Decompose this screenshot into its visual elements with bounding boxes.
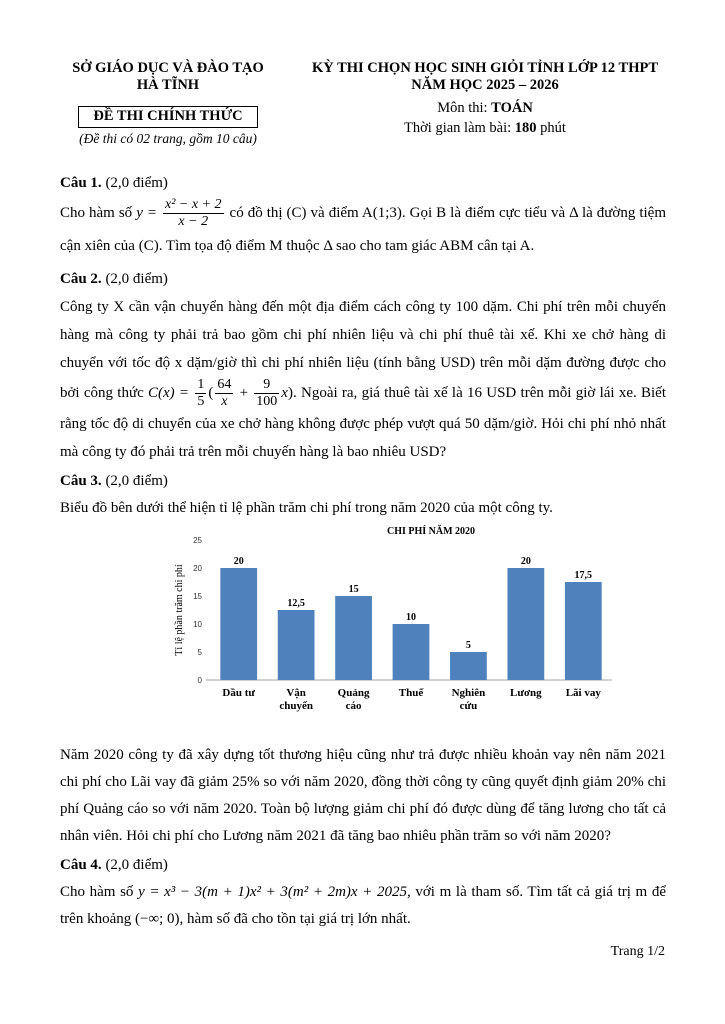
org-line-1: SỞ GIÁO DỤC VÀ ĐÀO TẠO — [72, 60, 264, 76]
q2-text-1: Công ty X cần vận chuyển hàng đến một địa điểm cách công ty 100 dặm. Chi phí trên mỗi chuyến hàng mà công ty phải trả bao gồm chi phí nhiên liệu và chi phí thuê tài xế. Khi xe chở hàng di chuyển với tốc độ x dặm/giờ thì chi phí nhiên liệu (tính bằng USD) trên mỗi dặm đường được cho bởi công thức — [60, 299, 666, 401]
subject-label: Môn thi: — [437, 100, 492, 116]
q2-title — [60, 266, 666, 293]
data-label-0: 20 — [233, 556, 244, 568]
subject-line — [290, 98, 680, 118]
y-tick-label: 10 — [193, 620, 202, 630]
q2-f2-num: 64 — [217, 377, 232, 393]
bar-6 — [565, 582, 602, 680]
q2-plus: + — [235, 385, 253, 401]
q3-label: Câu 3. — [60, 473, 102, 490]
y-tick-label: 25 — [193, 536, 202, 546]
q2-label: Câu 2. — [60, 271, 102, 288]
q1-fn-left: y = — [136, 205, 161, 221]
time-line — [290, 118, 680, 138]
category-label-5: Lương — [510, 687, 542, 700]
data-label-1: 12,5 — [287, 598, 305, 610]
q1-points: (2,0 điểm) — [101, 175, 168, 191]
expense-chart-svg — [60, 522, 666, 742]
category-label-2: Quảng — [337, 687, 370, 700]
chart-title: CHI PHÍ NĂM 2020 — [386, 526, 476, 538]
category-label-1: chuyển — [279, 700, 313, 713]
category-label-2: cáo — [345, 700, 362, 713]
category-label-0: Dầu tư — [222, 687, 256, 700]
q2-f3-den: 100 — [256, 394, 278, 410]
expense-chart — [60, 522, 666, 742]
time-label: Thời gian làm bài: — [404, 120, 515, 136]
category-label-4: Nghiên — [451, 687, 486, 700]
q2-frac-3 — [254, 377, 279, 410]
q1-fn-num: x² − x + 2 — [165, 197, 222, 213]
bar-2 — [335, 596, 372, 680]
q1-text-2: có đồ thị (C) và điểm A(1;3). Gọi B là điểm cực tiểu và Δ là đường tiệm cận xiên của (C). Tìm tọa độ điểm M thuộc Δ sao cho tam giác ABM cân tại A. — [60, 205, 667, 255]
category-label-4: cứu — [459, 700, 478, 713]
y-tick-label: 0 — [197, 676, 202, 686]
q4-title — [60, 852, 666, 879]
q2-formula-tail: x — [281, 385, 288, 401]
y-tick-label: 20 — [193, 564, 202, 574]
q3-title — [60, 468, 666, 495]
bar-3 — [393, 624, 430, 680]
category-label-1: Vận — [286, 687, 306, 700]
data-label-3: 10 — [406, 612, 416, 624]
org-line-2: HÀ TĨNH — [136, 77, 200, 93]
exam-content — [60, 170, 666, 933]
q1-fn-den: x − 2 — [178, 214, 209, 230]
q2-frac-2 — [215, 377, 233, 410]
y-tick-label: 15 — [193, 592, 202, 602]
data-label-2: 15 — [348, 584, 359, 596]
bar-5 — [507, 568, 544, 680]
category-label-6: Lãi vay — [565, 687, 601, 700]
data-label-4: 5 — [465, 640, 471, 652]
q4-points: (2,0 điểm) — [101, 857, 168, 874]
category-label-3: Thuế — [398, 687, 424, 700]
bar-1 — [278, 610, 315, 680]
q4-function: y = x³ − 3(m + 1)x² + 3(m² + 2m)x + 2025 — [138, 884, 407, 901]
q3-body: Năm 2020 công ty đã xây dựng tốt thương hiệu cũng như trả được nhiều khoản vay nên năm 2021 chi phí cho Lãi vay đã giảm 25% so với năm 2020, đồng thời công ty cũng quyết định giảm 20% chi phí Quảng cáo so với năm 2020. Toàn bộ lượng giảm chi phí đó được dùng để tăng lương cho tất cả nhân viên. Hỏi chi phí cho Lương năm 2021 đã tăng bao nhiêu phần trăm so với năm 2020? — [60, 747, 666, 845]
exam-note: (Đề thi có 02 trang, gồm 10 câu) — [79, 131, 257, 146]
header-exam-info — [290, 60, 680, 138]
q2-frac-1 — [195, 377, 206, 410]
q2-f1-num: 1 — [197, 377, 205, 393]
q2-formula-left: C(x) = — [148, 385, 194, 401]
data-label-5: 20 — [520, 556, 531, 568]
subject-value: TOÁN — [491, 100, 533, 116]
header-organization — [58, 60, 278, 147]
q2-f2-den: x — [221, 394, 228, 410]
q2-f3-num: 9 — [254, 377, 279, 394]
q4-text-1: Cho hàm số — [60, 884, 139, 901]
q1-label: Câu 1. — [60, 175, 102, 191]
time-value: 180 — [514, 120, 537, 136]
q1-title — [60, 170, 666, 197]
page-number: Trang 1/2 — [610, 944, 665, 959]
q2-points: (2,0 điểm) — [101, 271, 168, 288]
official-exam-badge: ĐỀ THI CHÍNH THỨC — [78, 106, 257, 128]
q2-text: Công ty X cần vận chuyển hàng đến một địa điểm cách công ty 100 dặm. Chi phí trên mỗi chuyến hàng mà công ty phải trả bao gồm chi phí nhiên liệu và chi phí thuê tài xế. Khi xe chở hàng di chuyển với tốc độ x dặm/giờ thì chi phí nhiên liệu (tính bằng USD) trên mỗi dặm đường được cho bởi công thức C(x) = $\frac{1}{5}$ ( $\frac{64}{x}$ + $\frac{9}{100}$ x). Ngoài ra, giá thuê tài xế là 16 USD trên mỗi giờ lái xe. Biết rằng tốc độ di chuyển của xe chở hàng không được phép vượt quá 50 dặm/giờ. Hỏi chi phí nhỏ nhất mà công ty đó phải trả trên mỗi chuyến hàng là bao nhiêu USD? — [60, 299, 666, 461]
q4-text — [60, 879, 666, 933]
bar-4 — [450, 652, 487, 680]
q3-points: (2,0 điểm) — [101, 473, 168, 490]
q2-text-2: . Ngoài ra, giá thuê tài xế là 16 USD trên mỗi giờ lái xe. Biết rằng tốc độ di chuyển của xe chở hàng không được phép vượt quá 50 dặm/giờ. Hỏi chi phí nhỏ nhất mà công ty đó phải trả trên mỗi chuyến hàng là bao nhiêu USD? — [60, 385, 666, 461]
y-tick-label: 5 — [197, 648, 202, 658]
exam-title-line-2: NĂM HỌC 2025 – 2026 — [411, 77, 559, 93]
q3-intro: Biểu đồ bên dưới thể hiện tỉ lệ phần trăm chi phí trong năm 2020 của một công ty. — [60, 500, 553, 517]
q2-f1-den: 5 — [197, 394, 205, 410]
bar-0 — [220, 568, 257, 680]
q1-text-1: Cho hàm số — [60, 205, 137, 221]
exam-title-line-1: KỲ THI CHỌN HỌC SINH GIỎI TỈNH LỚP 12 THPT — [311, 60, 659, 76]
data-label-6: 17,5 — [574, 570, 593, 582]
q1-fraction — [163, 197, 224, 230]
time-unit: phút — [536, 120, 566, 136]
y-axis-label: Tỉ lệ phần trăm chi phí — [174, 564, 185, 656]
q4-label: Câu 4. — [60, 857, 102, 874]
q4-text-2: , với m là tham số. Tìm tất cả giá trị m để trên khoảng (−∞; 0), hàm số đã cho tồn tại giá trị lớn nhất. — [60, 884, 666, 928]
q1-text — [60, 197, 666, 262]
